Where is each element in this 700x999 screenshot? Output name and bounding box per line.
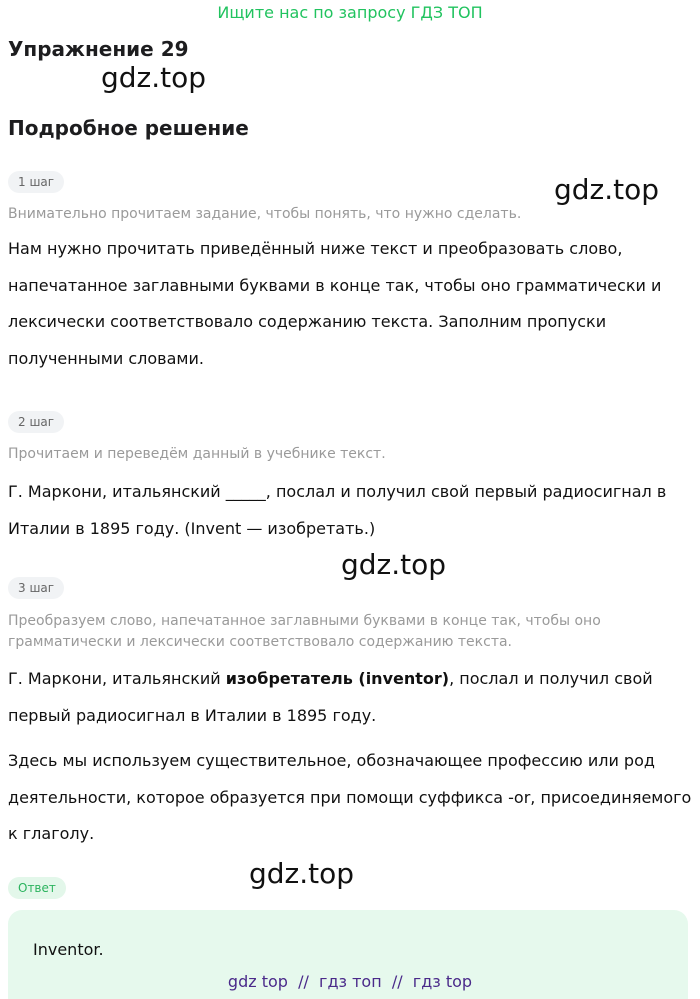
answer-badge: Ответ	[8, 877, 66, 899]
step-3-badge: 3 шаг	[8, 577, 64, 599]
watermark: gdz.top	[341, 548, 447, 581]
top-banner-link[interactable]: Ищите нас по запросу ГДЗ ТОП	[217, 3, 483, 22]
step-3-text-before: Г. Маркони, итальянский	[8, 669, 226, 688]
step-2-hint: Прочитаем и переведём данный в учебнике текст.	[8, 446, 386, 462]
step-1-hint: Внимательно прочитаем задание, чтобы понять, что нужно сделать.	[8, 206, 522, 222]
watermark: gdz.top	[101, 61, 207, 94]
step-3-text	[8, 661, 692, 734]
step-3-explanation: Здесь мы используем существительное, обозначающее профессию или род деятельности, которое образуется при помощи суффикса -or, присоединяемого к глаголу.	[8, 751, 692, 843]
step-3-text-after: , послал и получил свой первый радиосигнал в Италии в 1895 году.	[8, 669, 653, 725]
bottom-banner-link[interactable]: gdz top // гдз топ // гдз top	[227, 972, 473, 991]
section-title: Подробное решение	[8, 116, 249, 140]
step-1-badge: 1 шаг	[8, 171, 64, 193]
answer-text: Inventor.	[33, 940, 104, 959]
watermark: gdz.top	[249, 857, 355, 890]
step-2-text: Г. Маркони, итальянский _____, послал и получил свой первый радиосигнал в Италии в 1895 году. (Invent — изобретать.)	[8, 482, 667, 538]
step-1-text: Нам нужно прочитать приведённый ниже текст и преобразовать слово, напечатанное заглавными буквами в конце так, чтобы оно грамматически и лексически соответствовало содержанию текста. Заполним пропуски полученными словами.	[8, 239, 662, 368]
watermark: gdz.top	[554, 173, 660, 206]
step-3-hint: Преобразуем слово, напечатанное заглавными буквами в конце так, чтобы оно грамматически и лексически соответствовало содержанию текста.	[8, 613, 601, 650]
step-2-badge: 2 шаг	[8, 411, 64, 433]
exercise-title: Упражнение 29	[8, 37, 189, 61]
step-3-answer-word: изобретатель (inventor)	[225, 669, 450, 688]
